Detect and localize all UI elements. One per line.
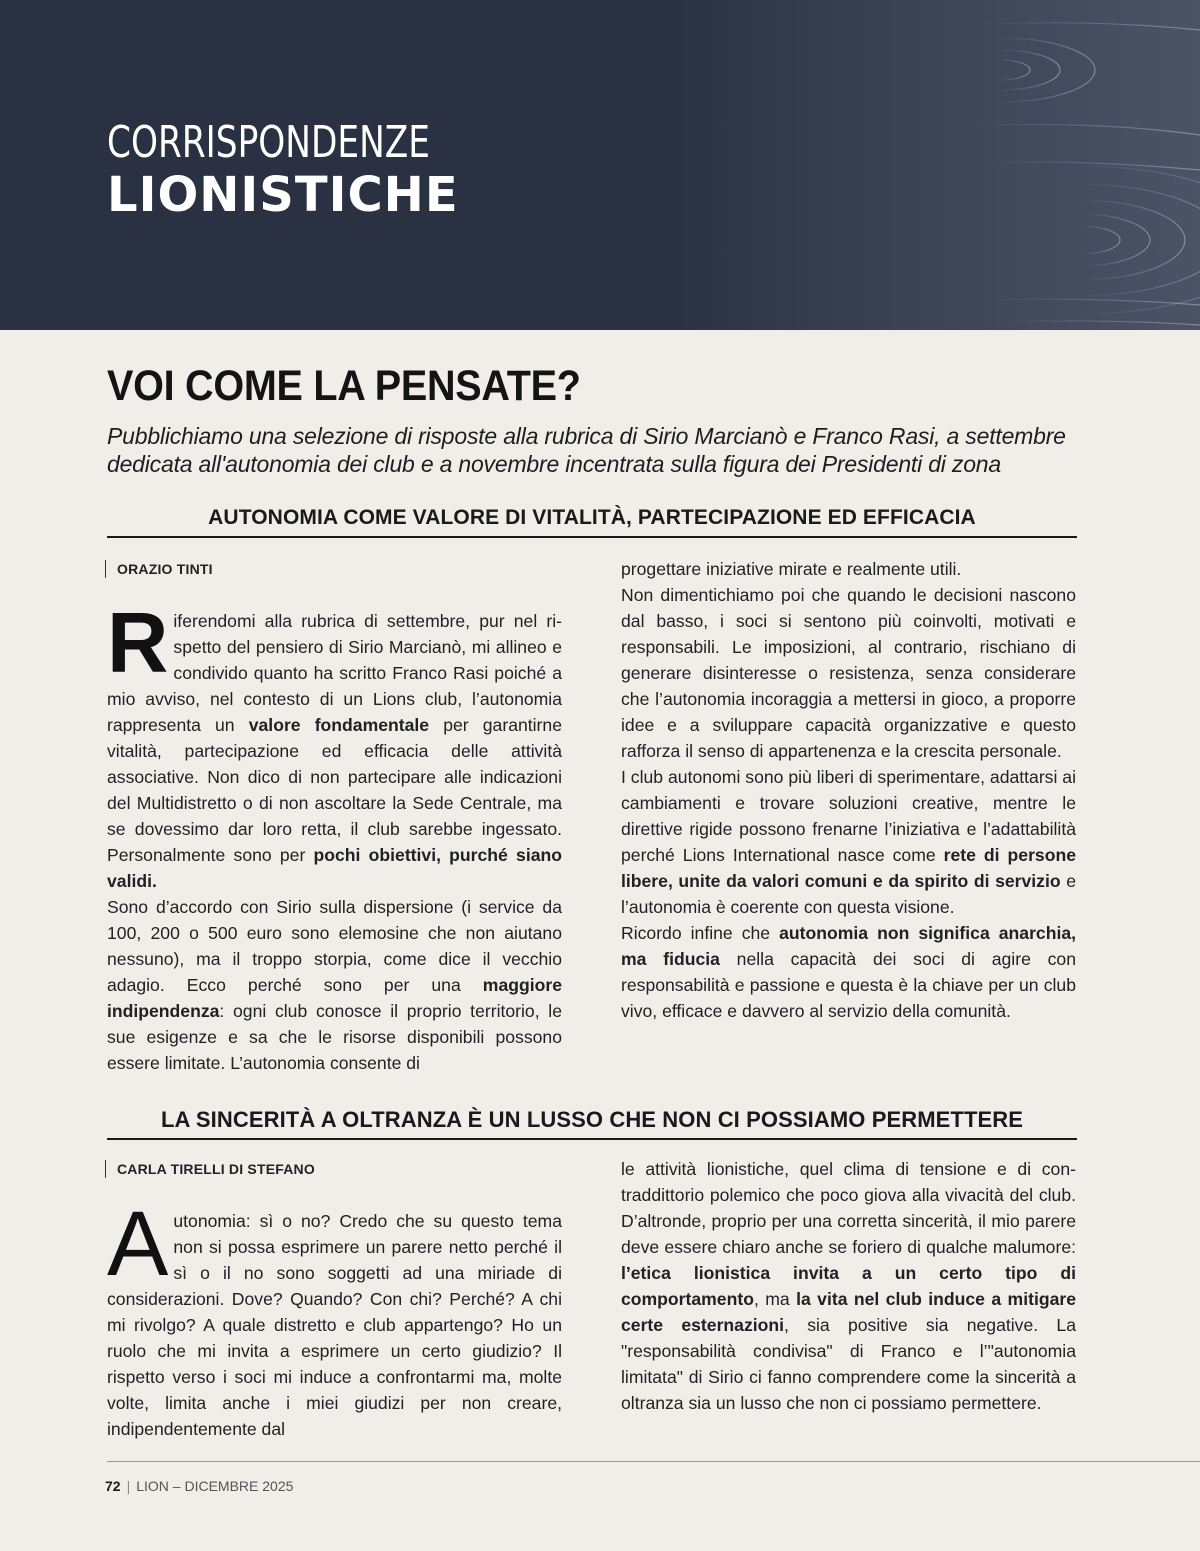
paragraph: Ricordo infine che autonomia non significa anarchia, ma fiducia nella capacità dei soci di agire con responsabilità e passione e questa è la chiave per un club vivo, efficace e davvero al servizio della comunità. <box>621 923 1077 1021</box>
drop-cap: R <box>107 596 169 691</box>
author-byline: ORAZIO TINTI <box>105 560 213 578</box>
paragraph: Autonomia: sì o no? Credo che su questo tema non si possa esprimere un parere netto perché il sì o il no sono soggetti ad una miriade di considerazioni. Dove? Quando? Con chi? Perché? A chi mi rivolgo? A quale distretto e club appartengo? Ho un ruolo che mi invita a esprimere un certo giudizio? Il rispetto verso i soci mi induce a confrontarmi ma, molte volte, limita anche i miei giudizi per non creare, indipendentemente dal <box>107 1193 562 1439</box>
section-1-left-column <box>107 596 562 1076</box>
paragraph: le attività lionistiche, quel clima di tensione e di contraddittorio polemico che poco giova alla vivacità del club. D’altronde, proprio per una corretta sincerità, il mio parere deve essere chiaro anche se foriero di qualche malumore: l’etica lionistica invita a un certo tipo di comportamento, ma la vita nel club induce a mitigare certe esternazioni, sia positive sia negative. La "responsabilità condivisa" di Franco e l’"autonomia limitata" di Sirio ci fanno comprendere come la sincerità a oltranza sia un lusso che non ci possiamo permettere. <box>621 1159 1076 1413</box>
section-2-left-column <box>107 1193 562 1442</box>
footer-separator: | <box>126 1478 131 1494</box>
page-number: 72 <box>105 1478 121 1494</box>
paragraph: I club autonomi sono più liberi di sperimentare, adattarsi ai cambiamenti e trovare soluzioni creative, mentre le direttive rigide possono frenarne l’iniziativa e l’adattabilità perché Lions International nasce come rete di persone libere, unite da valori comuni e da spirito di servizio e l’autonomia è coerente con questa visione. <box>621 767 1076 917</box>
article-subtitle: Pubblichiamo una selezione di risposte alla rubrica di Sirio Marcianò e Franco Rasi, a settembre dedicata all'autonomia dei club e a novembre incentrata sulla figura dei Presidenti di zona <box>107 423 1066 477</box>
magazine-issue: LION – DICEMBRE 2025 <box>136 1478 294 1494</box>
paragraph: Sono d’accordo con Sirio sulla dispersione (i service da 100, 200 o 500 euro sono elemosine che non aiutano nessuno), ma il troppo storpia, come dice il vecchio adagio. Ecco perché sono per una maggiore indipendenza: ogni club conosce il proprio territorio, le sue esigenze e sa che le risorse disponibili possono essere limitate. L’autonomia consente di <box>107 897 562 1073</box>
paragraph: Non dimentichiamo poi che quando le decisioni nascono dal basso, i soci si sentono più coinvolti, motivati e responsabili. Le imposizioni, al contrario, rischiano di generare disinteresse o resistenza, senza considerare che l’autonomia incoraggia a mettersi in gioco, a proporre idee e a sviluppare capacità organizzative e questo rafforza il senso di appartenenza e la crescita personale. <box>621 585 1076 761</box>
section-heading-autonomia: AUTONOMIA COME VALORE DI VITALITÀ, PARTECIPAZIONE ED EFFICACIA <box>107 505 1077 538</box>
page-footer <box>105 1477 293 1495</box>
drop-cap: A <box>107 1193 169 1295</box>
section-2-right-column <box>621 1156 1076 1416</box>
paragraph: progettare iniziative mirate e realmente utili. <box>621 559 962 579</box>
footer-divider <box>107 1461 1200 1462</box>
section-title <box>107 118 521 222</box>
author-byline: CARLA TIRELLI DI STEFANO <box>105 1160 315 1178</box>
section-title-light: CORRISPONDENZE <box>107 117 430 168</box>
article-title: VOI COME LA PENSATE? <box>107 362 581 410</box>
paragraph: Riferendomi alla rubrica di settembre, pur nel rispetto del pensiero di Sirio Marcianò, mi allineo e condivido quanto ha scritto Franco Rasi poiché a mio avviso, nel contesto di un Lions club, l’autonomia rappresenta un valore fondamentale per garantirne vitalità, partecipazione ed efficacia delle attività associative. Non dico di non partecipare alle indicazioni del Multidistretto o di non ascoltare la Sede Centrale, ma se dovessimo dar loro retta, il club sarebbe ingessato. Personalmente sono per pochi obiettivi, purché siano validi. <box>107 596 562 891</box>
header-banner <box>0 0 1200 330</box>
section-heading-sincerita: LA SINCERITÀ A OLTRANZA È UN LUSSO CHE NON CI POSSIAMO PERMETTERE <box>107 1107 1077 1140</box>
section-1-right-column <box>621 556 1076 1024</box>
section-title-bold: LIONISTICHE <box>107 167 459 223</box>
